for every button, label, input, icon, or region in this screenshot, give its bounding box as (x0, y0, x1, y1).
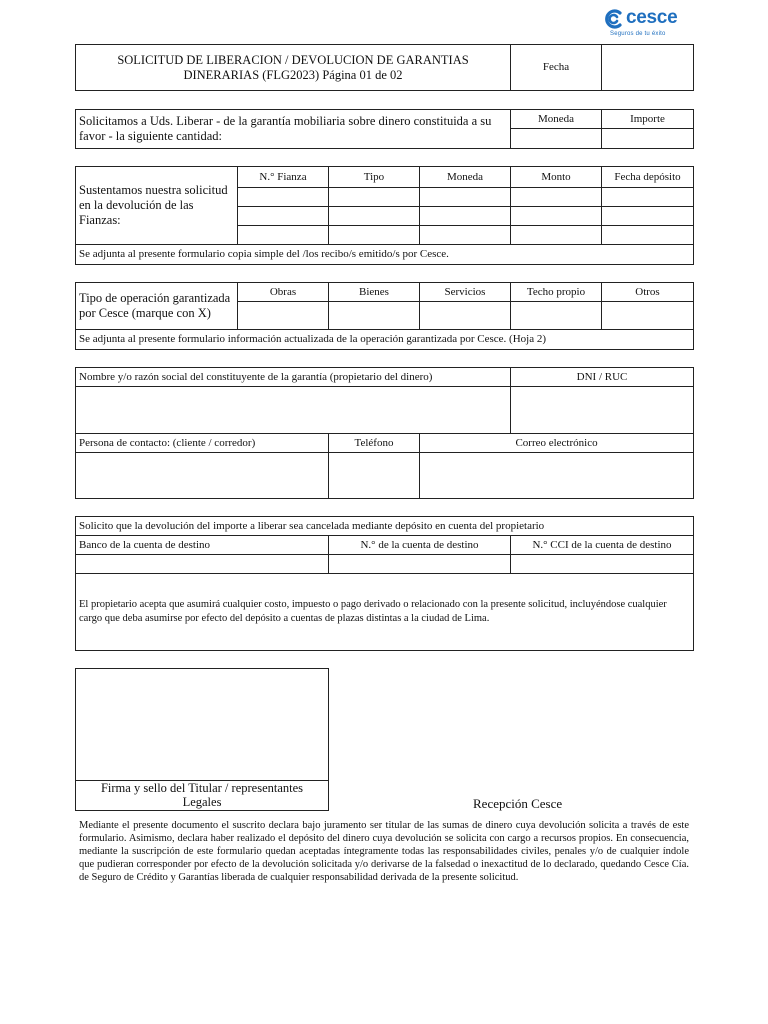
refund-intro-small: depósito en cuenta del propietario (395, 519, 545, 532)
bond-cell[interactable] (238, 226, 329, 245)
bonds-col-number: N.° Fianza (238, 167, 329, 188)
refund-intro-main: Solicito que la devolución del importe a liberar sea cancelada mediante (79, 519, 393, 532)
currency-field[interactable] (511, 129, 602, 149)
bonds-table (75, 166, 694, 265)
bonds-col-type: Tipo (329, 167, 420, 188)
bonds-note: Se adjunta al presente formulario copia simple del /los recibo/s emitido/s por Cesce. (76, 245, 694, 265)
cci-field[interactable] (511, 555, 694, 574)
bank-field[interactable] (76, 555, 329, 574)
bond-cell[interactable] (329, 188, 420, 207)
email-field[interactable] (420, 453, 694, 499)
date-label: Fecha (511, 45, 602, 91)
operation-mark-techo-propio[interactable] (511, 302, 602, 330)
bank-label: Banco de la cuenta de destino (76, 536, 329, 555)
refund-table (75, 516, 694, 651)
operation-label: Tipo de operación garantizada por Cesce (marque con X) (76, 283, 238, 330)
phone-label: Teléfono (329, 434, 420, 453)
bond-cell[interactable] (511, 188, 602, 207)
bond-cell[interactable] (420, 188, 511, 207)
operation-mark-obras[interactable] (238, 302, 329, 330)
operation-option-bienes: Bienes (329, 283, 420, 302)
reception-label: Recepción Cesce (473, 796, 563, 811)
bond-cell[interactable] (238, 207, 329, 226)
owner-table (75, 367, 694, 499)
sworn-declaration: Mediante el presente documento el suscrito declara bajo juramento ser titular de las sumas de dinero cuya devolución solicita a través de este formulario. Asimismo, declara haber realizado el depósito del dinero cuya devolución se solicita con cargo a recursos propios. En consecuencia, mediante la suscripción de este formulario quedan aceptadas íntegramente todas las responsabilidades civiles, penales y/o de cualquier índole que pudieran corresponder por efecto de la devolución solicitada y/o derivarse de la falsedad o inexactitud de lo declarado, quedando Cesce Cía. de Seguro de Crédito y Garantías liberada de cualquier responsabilidad derivada de la presente solicitud. (79, 820, 689, 883)
owner-id-field[interactable] (511, 387, 694, 434)
bond-cell[interactable] (511, 226, 602, 245)
cci-label: N.° CCI de la cuenta de destino (511, 536, 694, 555)
operation-table (75, 282, 694, 350)
operation-option-obras: Obras (238, 283, 329, 302)
logo-tagline: Seguros de tu éxito (610, 31, 666, 37)
account-label: N.° de la cuenta de destino (329, 536, 511, 555)
bond-cell[interactable] (602, 226, 694, 245)
contact-field[interactable] (76, 453, 329, 499)
bond-cell[interactable] (329, 226, 420, 245)
email-label: Correo electrónico (420, 434, 694, 453)
acceptance-text: El propietario acepta que asumirá cualquier costo, impuesto o pago derivado o relacionado con la presente solicitud, incluyéndose cualquier cargo que deba asumirse por efecto del depósito a cuentas de plazas distintas a la ciudad de Lima. (76, 574, 694, 651)
operation-note: Se adjunta al presente formulario información actualizada de la operación garantizada por Cesce. (Hoja 2) (76, 330, 694, 350)
refund-intro (76, 517, 694, 536)
bond-cell[interactable] (420, 226, 511, 245)
phone-field[interactable] (329, 453, 420, 499)
operation-mark-servicios[interactable] (420, 302, 511, 330)
amount-label: Importe (602, 110, 694, 129)
header-table (75, 44, 694, 91)
bond-cell[interactable] (420, 207, 511, 226)
operation-mark-bienes[interactable] (329, 302, 420, 330)
bond-cell[interactable] (329, 207, 420, 226)
operation-option-otros: Otros (602, 283, 694, 302)
operation-option-servicios: Servicios (420, 283, 511, 302)
contact-label: Persona de contacto: (cliente / corredor) (76, 434, 329, 453)
currency-label: Moneda (511, 110, 602, 129)
bonds-label: Sustentamos nuestra solicitud en la devolución de las Fianzas: (76, 167, 238, 245)
cesce-logo-icon (604, 9, 624, 29)
cesce-logo (604, 7, 694, 41)
amount-field[interactable] (602, 129, 694, 149)
owner-name-label: Nombre y/o razón social del constituyente de la garantía (propietario del dinero) (76, 368, 511, 387)
owner-name-field[interactable] (76, 387, 511, 434)
bonds-col-currency: Moneda (420, 167, 511, 188)
form-title: SOLICITUD DE LIBERACION / DEVOLUCION DE GARANTIAS DINERARIAS (FLG2023) Página 01 de 02 (76, 45, 511, 91)
owner-id-label: DNI / RUC (511, 368, 694, 387)
account-field[interactable] (329, 555, 511, 574)
logo-wordmark: cesce (626, 7, 678, 28)
signature-label: Firma y sello del Titular / representantes Legales (75, 780, 329, 810)
bonds-col-amount: Monto (511, 167, 602, 188)
bond-cell[interactable] (238, 188, 329, 207)
bond-cell[interactable] (511, 207, 602, 226)
date-field[interactable] (602, 45, 694, 91)
request-text: Solicitamos a Uds. Liberar - de la garantía mobiliaria sobre dinero constituida a su favor - la siguiente cantidad: (76, 110, 511, 149)
operation-option-techo-propio: Techo propio (511, 283, 602, 302)
operation-mark-otros[interactable] (602, 302, 694, 330)
bond-cell[interactable] (602, 207, 694, 226)
request-table (75, 109, 694, 149)
bond-cell[interactable] (602, 188, 694, 207)
bonds-col-deposit-date: Fecha depósito (602, 167, 694, 188)
